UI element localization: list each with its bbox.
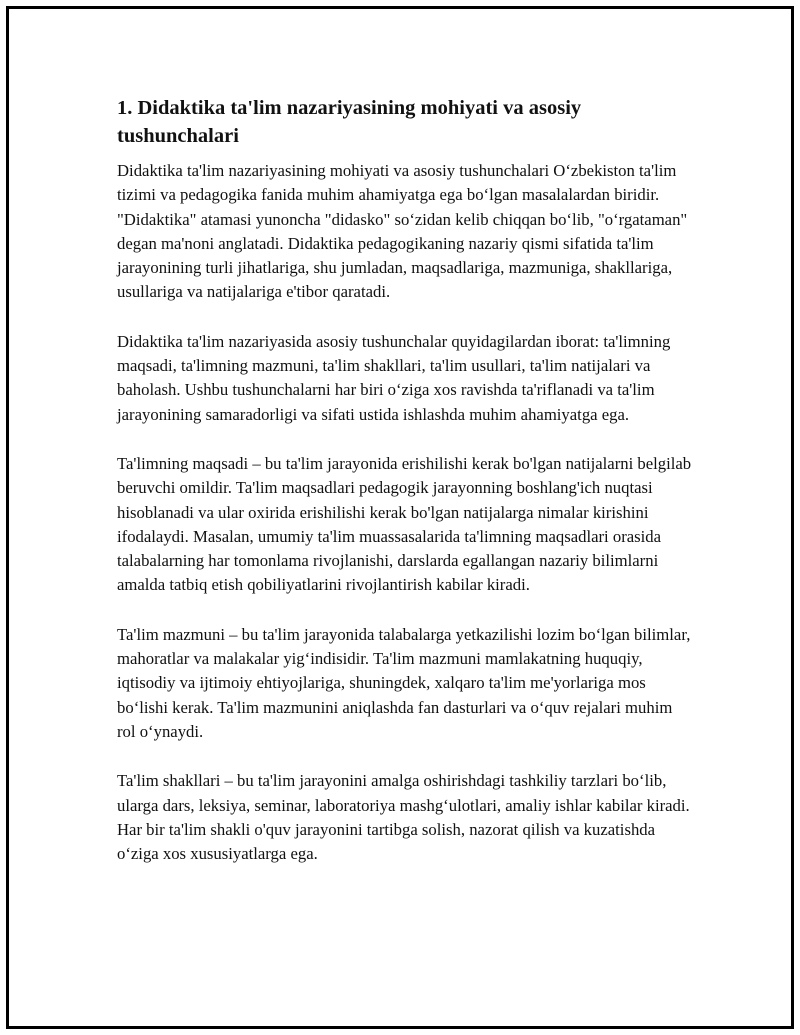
paragraph-didaktika-intro: Didaktika ta'lim nazariyasining mohiyati va asosiy tushunchalari O‘zbekiston ta'lim tizimi va pedagogika fanida muhim ahamiyatga ega bo‘lgan masalalardan biridir. "Didaktika" atamasi yunoncha "didasko" so‘zidan kelib chiqqan bo‘lib, "o‘rgatаman" degan ma'noni anglatadi. Didaktika pedagogikaning nazariy qismi sifatida ta'lim jarayonining turli jihatlariga, shu jumladan, maqsadlariga, mazmuniga, shakllariga, usullariga va natijalariga e'tibor qaratadi. <box>117 161 688 302</box>
paragraph-education-forms: Ta'lim shakllari – bu ta'lim jarayonini amalga oshirishdagi tashkiliy tarzlari bo‘lib, ularga dars, leksiya, seminar, laboratoriya mashg‘ulotlari, amaliy ishlar kabilar kiradi. Har bir ta'lim shakli o'quv jarayonini tartibga solish, nazorat qilish va kuzatishda o‘ziga xos xususiyatlarga ega. <box>117 771 690 864</box>
paragraph-basic-concepts: Didaktika ta'lim nazariyasida asosiy tushunchalar quyidagilardan iborat: ta'limning maqsadi, ta'limning mazmuni, ta'lim shakllari, ta'lim usullari, ta'lim natijalari va baholash. Ushbu tushunchalarni har biri o‘ziga xos ravishda ta'riflanadi va ta'lim jarayonining samaradorligi va sifati ustida ishlashda muhim ahamiyatga ega. <box>117 331 671 424</box>
paragraph-education-content: Ta'lim mazmuni – bu ta'lim jarayonida talabalarga yetkazilishi lozim bo‘lgan bilimlar, mahoratlar va malakalar yig‘indisidir. Ta'lim mazmuni mamlakatning huquqiy, iqtisodiy va ijtimoiy ehtiyojlariga, shuningdek, xalqaro ta'lim me'yorlariga mos bo‘lishi kerak. Ta'lim mazmunini aniqlashda fan dasturlari va o‘quv rejalari muhim rol o‘ynaydi. <box>117 624 691 741</box>
paragraph-education-goal: Ta'limning maqsadi – bu ta'lim jarayonida erishilishi kerak bo'lgan natijalarni belgilab beruvchi omildir. Ta'lim maqsadlari pedagogik jarayonning boshlang'ich nuqtasi hisoblanadi va ular oxirida erishilishi kerak bo'lgan natijalarga nimalar kirishini ifodalaydi. Masalan, umumiy ta'lim muassasalarida ta'limning maqsadlari orasida talabalarning har tomonlama rivojlanishi, darslarda egallangan nazariy bilimlarni amalda tatbiq etish qobiliyatlarini rivojlantirish kabilar kiradi. <box>117 453 692 595</box>
document-title: 1. Didaktika ta'lim nazariyasining mohiyati va asosiy tushunchalari <box>117 97 582 147</box>
document-body <box>117 94 692 891</box>
